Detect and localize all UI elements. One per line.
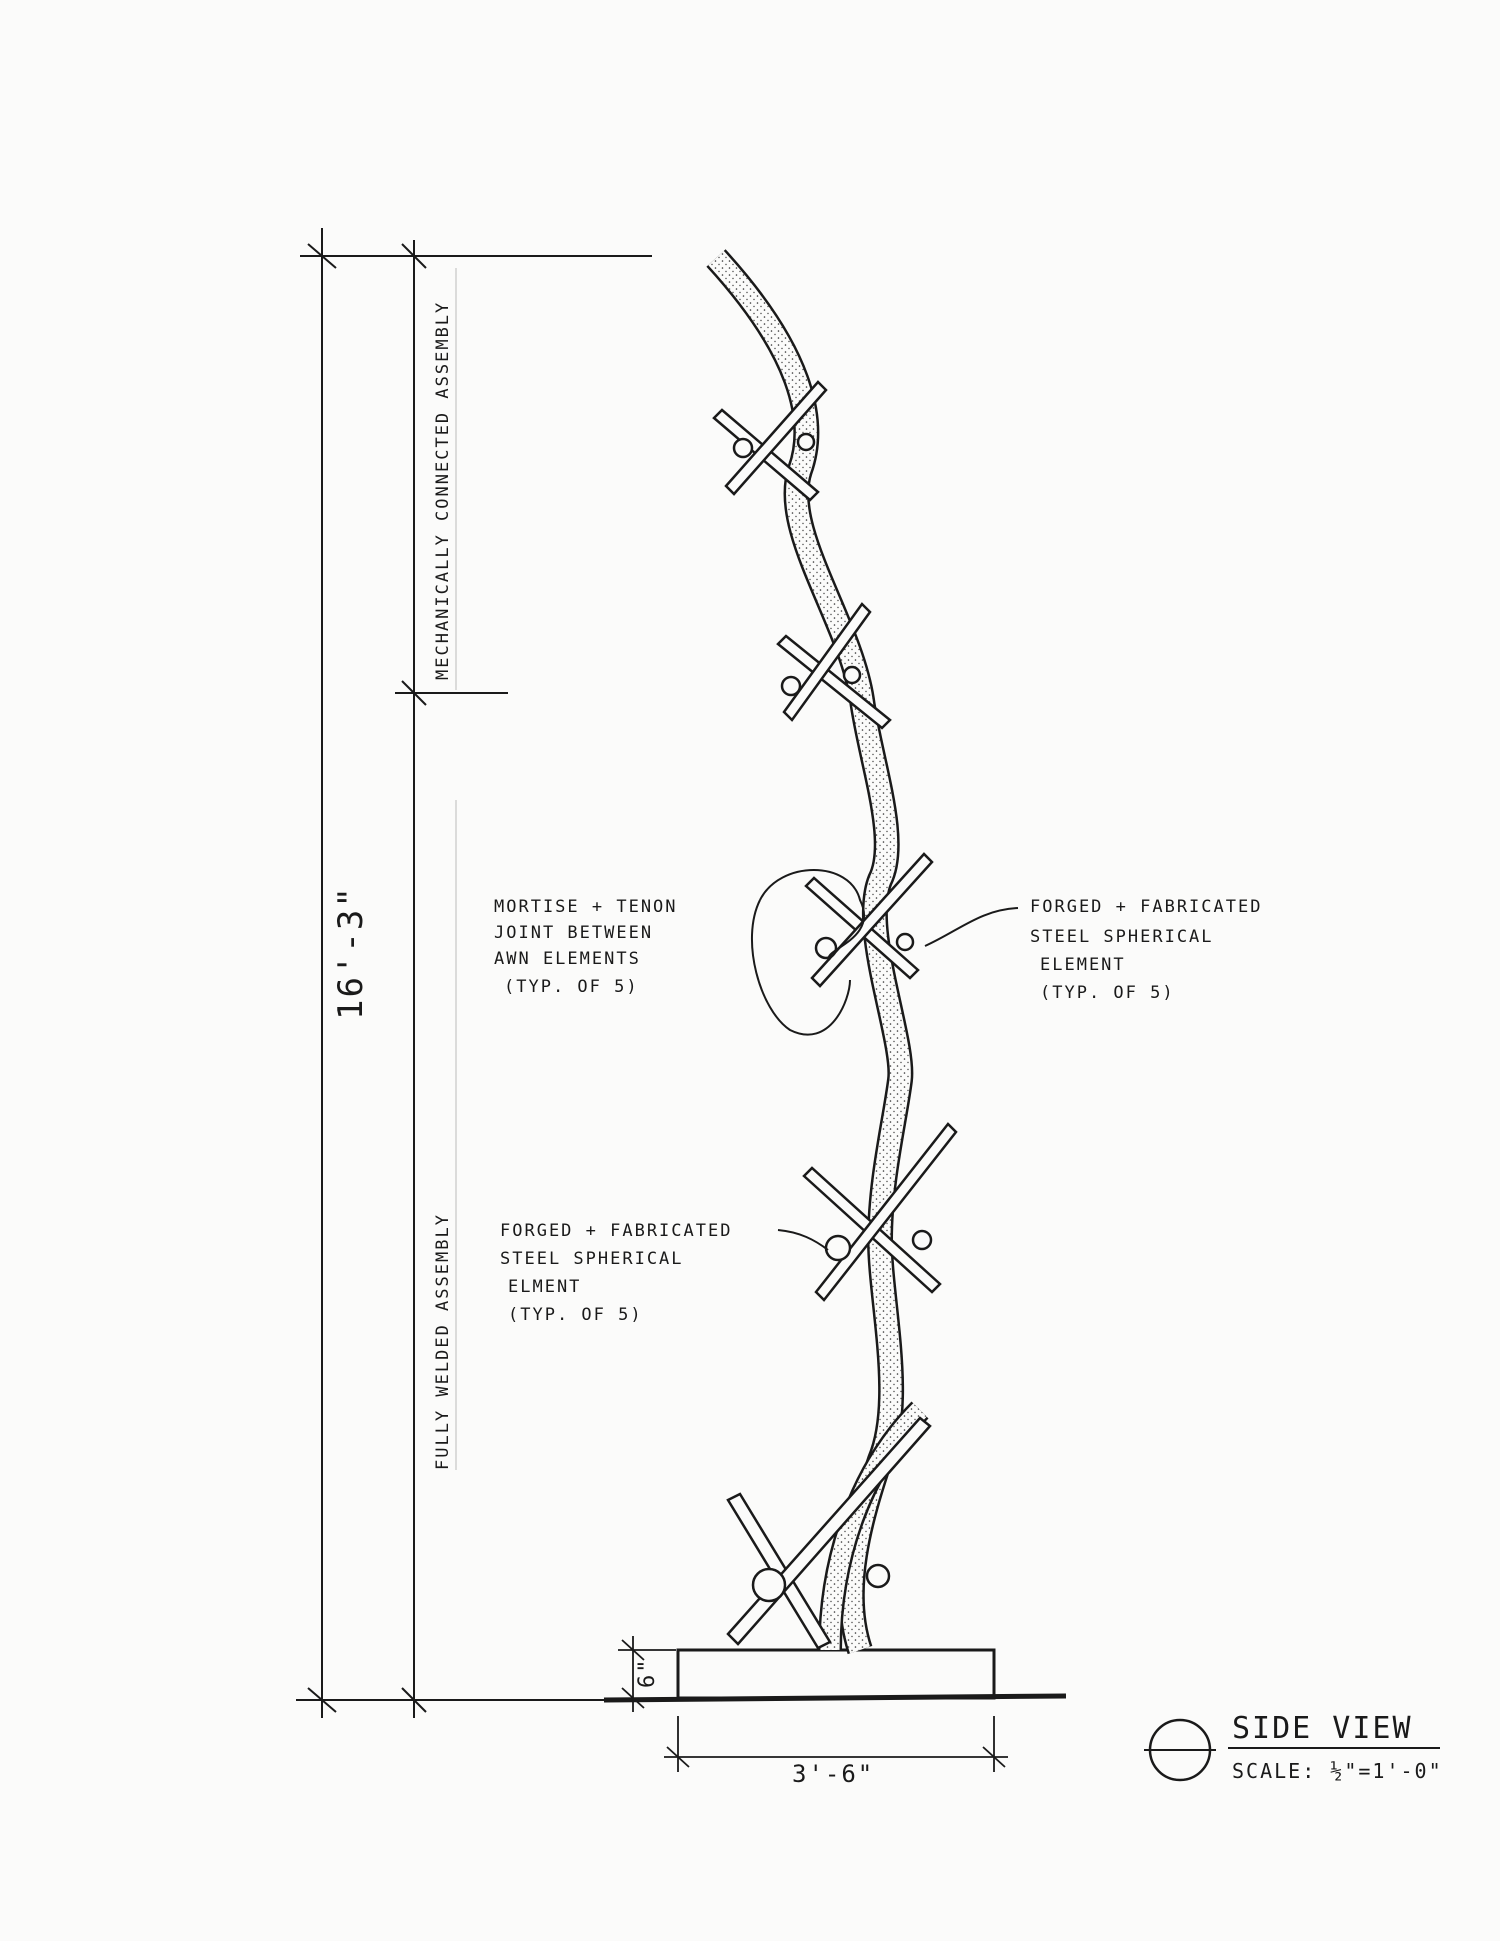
note-joint-line-4: (TYP. OF 5) [504, 977, 639, 997]
note-joint [494, 897, 678, 997]
scale-note: SCALE: ½"=1'-0" [1232, 1759, 1443, 1783]
note-joint-line-2: JOINT BETWEEN [494, 923, 654, 943]
note-sphere-right [1030, 897, 1262, 1003]
note-sphere-right-line-1: FORGED + FABRICATED [1030, 897, 1263, 917]
note-sphere-left-line-2: STEEL SPHERICAL [500, 1249, 684, 1269]
base-height-label: 6" [635, 1657, 660, 1688]
note-sphere-right-line-3: ELEMENT [1040, 955, 1126, 975]
note-sphere-left-line-1: FORGED + FABRICATED [500, 1221, 733, 1241]
base-width-label: 3'-6" [792, 1760, 875, 1788]
base-plinth [678, 1650, 994, 1698]
note-sphere-right-line-4: (TYP. OF 5) [1040, 983, 1175, 1003]
note-joint-line-1: MORTISE + TENON [494, 897, 678, 917]
view-title: SIDE VIEW [1232, 1711, 1413, 1746]
note-sphere-left [500, 1221, 732, 1325]
note-sphere-left-line-4: (TYP. OF 5) [508, 1305, 643, 1325]
upper-zone-label: MECHANICALLY CONNECTED ASSEMBLY [433, 300, 453, 680]
title-block [1144, 1711, 1443, 1783]
note-joint-line-3: AWN ELEMENTS [494, 949, 641, 969]
lower-zone-label: FULLY WELDED ASSEMBLY [433, 1213, 453, 1470]
overall-height-label: 16'-3" [331, 885, 371, 1020]
note-sphere-right-line-2: STEEL SPHERICAL [1030, 927, 1214, 947]
note-sphere-left-line-3: ELMENT [508, 1277, 582, 1297]
